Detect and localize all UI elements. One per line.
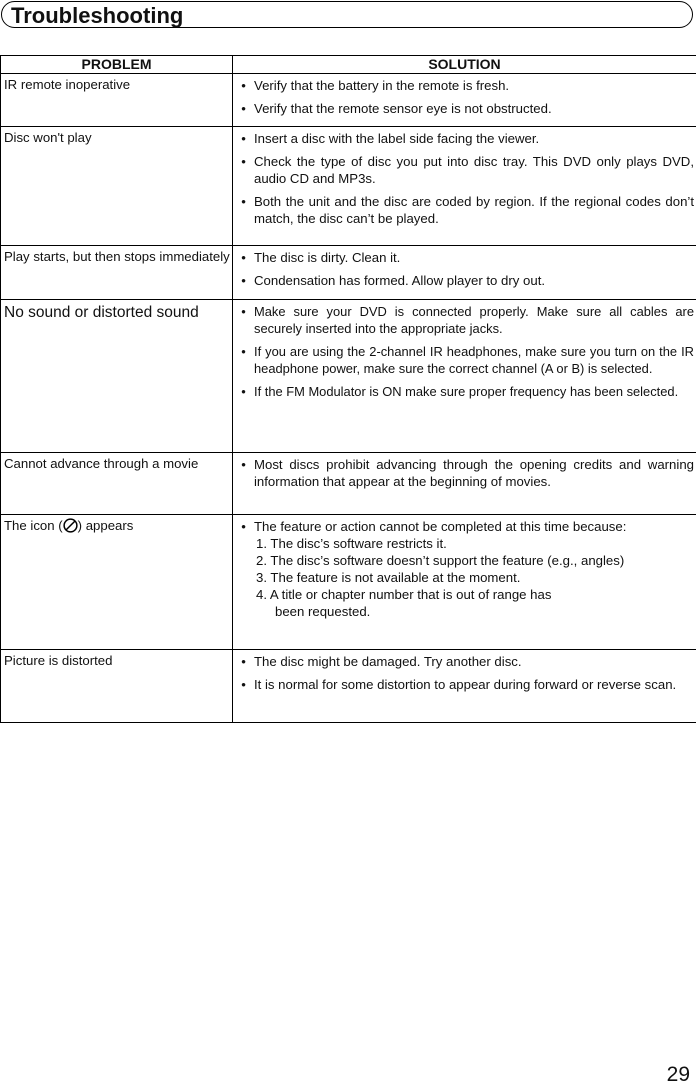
table-row: [1, 127, 696, 246]
table-row: [1, 650, 696, 723]
table-row: [1, 74, 696, 127]
solution-bullet: • Insert a disc with the label side facing the viewer.: [241, 131, 540, 146]
solution-bullet: • The disc might be damaged. Try another disc.: [241, 654, 522, 669]
solution-bullet: • Both the unit and the disc are coded by region. If the regional codes don’t match, the disc can’t be played.: [241, 194, 694, 226]
solution-bullet: • Make sure your DVD is connected properly. Make sure all cables are securely inserted into the appropriate jacks.: [241, 304, 694, 336]
solution-bullet: • The disc is dirty. Clean it.: [241, 250, 401, 265]
solution-cell: [233, 300, 696, 453]
table-header-row: [1, 56, 696, 74]
solution-bullet: • Verify that the battery in the remote is fresh.: [241, 78, 510, 93]
problem-cell: Picture is distorted: [1, 650, 233, 723]
problem-cell: IR remote inoperative: [1, 74, 233, 127]
table-row: [1, 246, 696, 300]
solution-bullet: • It is normal for some distortion to appear during forward or reverse scan.: [241, 677, 677, 692]
prohibited-icon: [63, 518, 78, 533]
reason-item: 2. The disc’s software doesn’t support the feature (e.g., angles): [256, 553, 625, 568]
title-box: [1, 1, 693, 28]
problem-column-header: PROBLEM: [1, 56, 233, 74]
table-row: [1, 300, 696, 453]
solution-cell: [233, 650, 696, 723]
reason-item: 3. The feature is not available at the moment.: [256, 570, 521, 585]
solution-bullet: • Most discs prohibit advancing through the opening credits and warning information that appear at the beginning of movies.: [241, 457, 694, 489]
solution-bullet: • Condensation has formed. Allow player to dry out.: [241, 273, 546, 288]
solution-cell: [233, 246, 696, 300]
reason-item: 4. A title or chapter number that is out of range has: [256, 587, 552, 602]
table-row: [1, 453, 696, 515]
page-title: Troubleshooting: [11, 3, 184, 28]
problem-cell: The icon ( ) appears: [1, 515, 233, 650]
problem-cell: No sound or distorted sound: [1, 300, 233, 453]
troubleshooting-table: [0, 55, 696, 723]
reason-item: 1. The disc’s software restricts it.: [256, 536, 447, 551]
solution-bullet: • If you are using the 2-channel IR headphones, make sure you turn on the IR headphone power, make sure the correct channel (A or B) is selected.: [241, 344, 694, 376]
problem-cell: Disc won't play: [1, 127, 233, 246]
solution-bullet: • If the FM Modulator is ON make sure proper frequency has been selected.: [241, 384, 679, 399]
problem-cell: Play starts, but then stops immediately: [1, 246, 233, 300]
reason-item: been requested.: [275, 604, 371, 619]
solution-cell: [233, 515, 696, 650]
solution-bullet: • The feature or action cannot be completed at this time because:: [241, 519, 627, 534]
table-row: [1, 515, 696, 650]
solution-column-header: SOLUTION: [233, 56, 696, 74]
solution-cell: [233, 127, 696, 246]
problem-cell: Cannot advance through a movie: [1, 453, 233, 515]
solution-bullet: • Check the type of disc you put into disc tray. This DVD only plays DVD, audio CD and MP3s.: [241, 154, 694, 186]
solution-cell: [233, 453, 696, 515]
page-number: 29: [666, 1063, 690, 1086]
solution-cell: [233, 74, 696, 127]
solution-bullet: • Verify that the remote sensor eye is not obstructed.: [241, 101, 552, 116]
